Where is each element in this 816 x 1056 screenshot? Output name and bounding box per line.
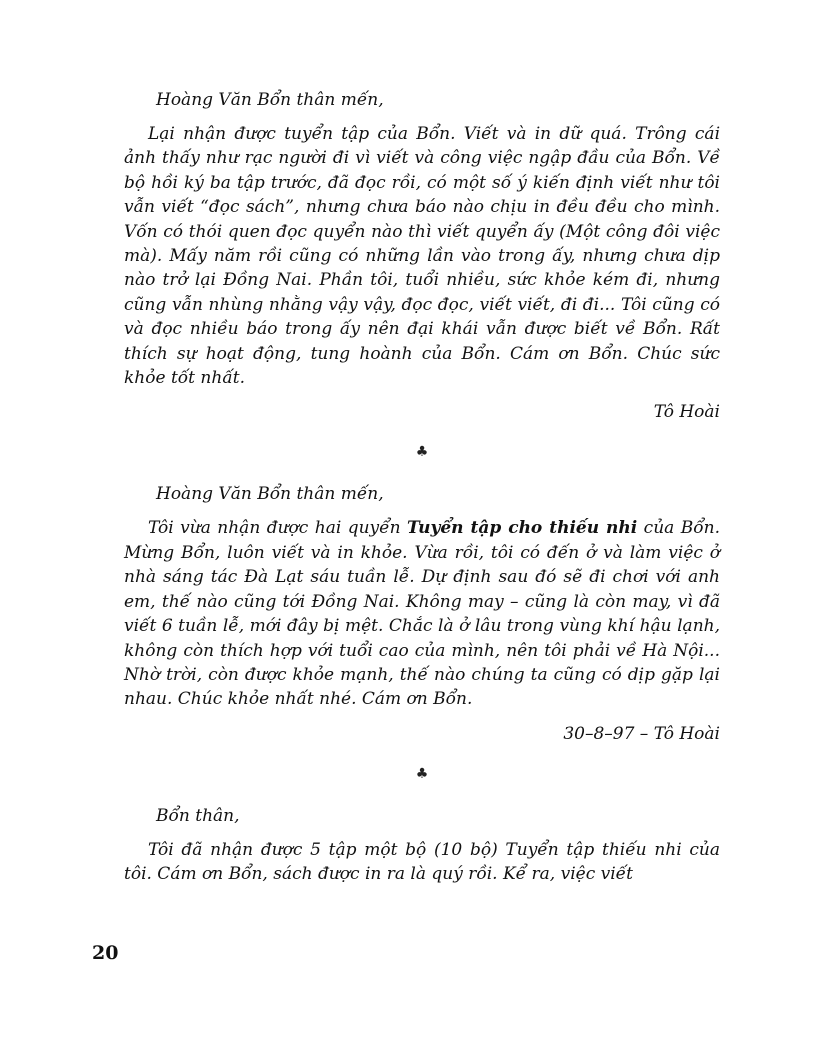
letter-1 bbox=[124, 88, 720, 424]
letter-3-salutation: Bổn thân, bbox=[156, 805, 240, 826]
letter-2 bbox=[124, 482, 720, 745]
page-number: 20 bbox=[92, 942, 119, 964]
letter-3 bbox=[124, 804, 720, 887]
book-title-emphasis: Tuyển tập cho thiếu nhi bbox=[407, 518, 638, 539]
page-content bbox=[124, 88, 720, 887]
letter-2-body-end: của Bổn. Mừng Bổn, luôn viết và in khỏe. Vừa rồi, tôi có đến ở và làm việc ở nhà sáng tác Đà Lạt sáu tuần lễ. Dự định sau đó sẽ đi chơi với anh em, thế nào cũng tới Đồng Nai. Không may – cũng là còn may, vì đã viết 6 tuần lễ, mới đây bị mệt. Chắc là ở lâu trong vùng khí hậu lạnh, không còn thích hợp với tuổi cao của mình, nên tôi phải về Hà Nội... Nhờ trời, còn được khỏe mạnh, thế nào chúng ta cũng có dịp gặp lại nhau. Chúc khỏe nhất nhé. Cám ơn Bổn. bbox=[124, 518, 720, 710]
letter-1-body: Lại nhận được tuyển tập của Bổn. Viết và in dữ quá. Trông cái ảnh thấy như rạc người đi vì viết và công việc ngập đầu của Bổn. Về bộ hồi ký ba tập trước, đã đọc rồi, có một số ý kiến định viết như tôi vẫn viết “đọc sách”, nhưng chưa báo nào chịu in đều đều cho mình. Vốn có thói quen đọc quyển nào thì viết quyển ấy (Một công đôi việc mà). Mấy năm rồi cũng có những lần vào trong ấy, nhưng chưa dịp nào trở lại Đồng Nai. Phần tôi, tuổi nhiều, sức khỏe kém đi, nhưng cũng vẫn nhùng nhằng vậy vậy, đọc đọc, viết viết, đi đi... Tôi cũng có và đọc nhiều báo trong ấy nên đại khái vẫn được biết về Bổn. Rất thích sự hoạt động, tung hoành của Bổn. Cám ơn Bổn. Chúc sức khỏe tốt nhất. bbox=[124, 124, 720, 389]
letter-2-signature: 30–8–97 – Tô Hoài bbox=[563, 723, 720, 744]
letter-2-body-start: Tôi vừa nhận được hai quyển bbox=[148, 518, 408, 539]
letter-2-body bbox=[124, 516, 720, 711]
letter-1-signature: Tô Hoài bbox=[653, 402, 720, 423]
letter-2-salutation: Hoàng Văn Bổn thân mến, bbox=[156, 484, 384, 505]
section-separator-ornament: ♣ bbox=[415, 765, 429, 782]
letter-3-body: Tôi đã nhận được 5 tập một bộ (10 bộ) Tuyển tập thiếu nhi của tôi. Cám ơn Bổn, sách được in ra là quý rồi. Kể ra, việc viết bbox=[124, 839, 720, 885]
letter-1-salutation: Hoàng Văn Bổn thân mến, bbox=[156, 90, 384, 110]
section-separator-ornament: ♣ bbox=[415, 444, 429, 461]
